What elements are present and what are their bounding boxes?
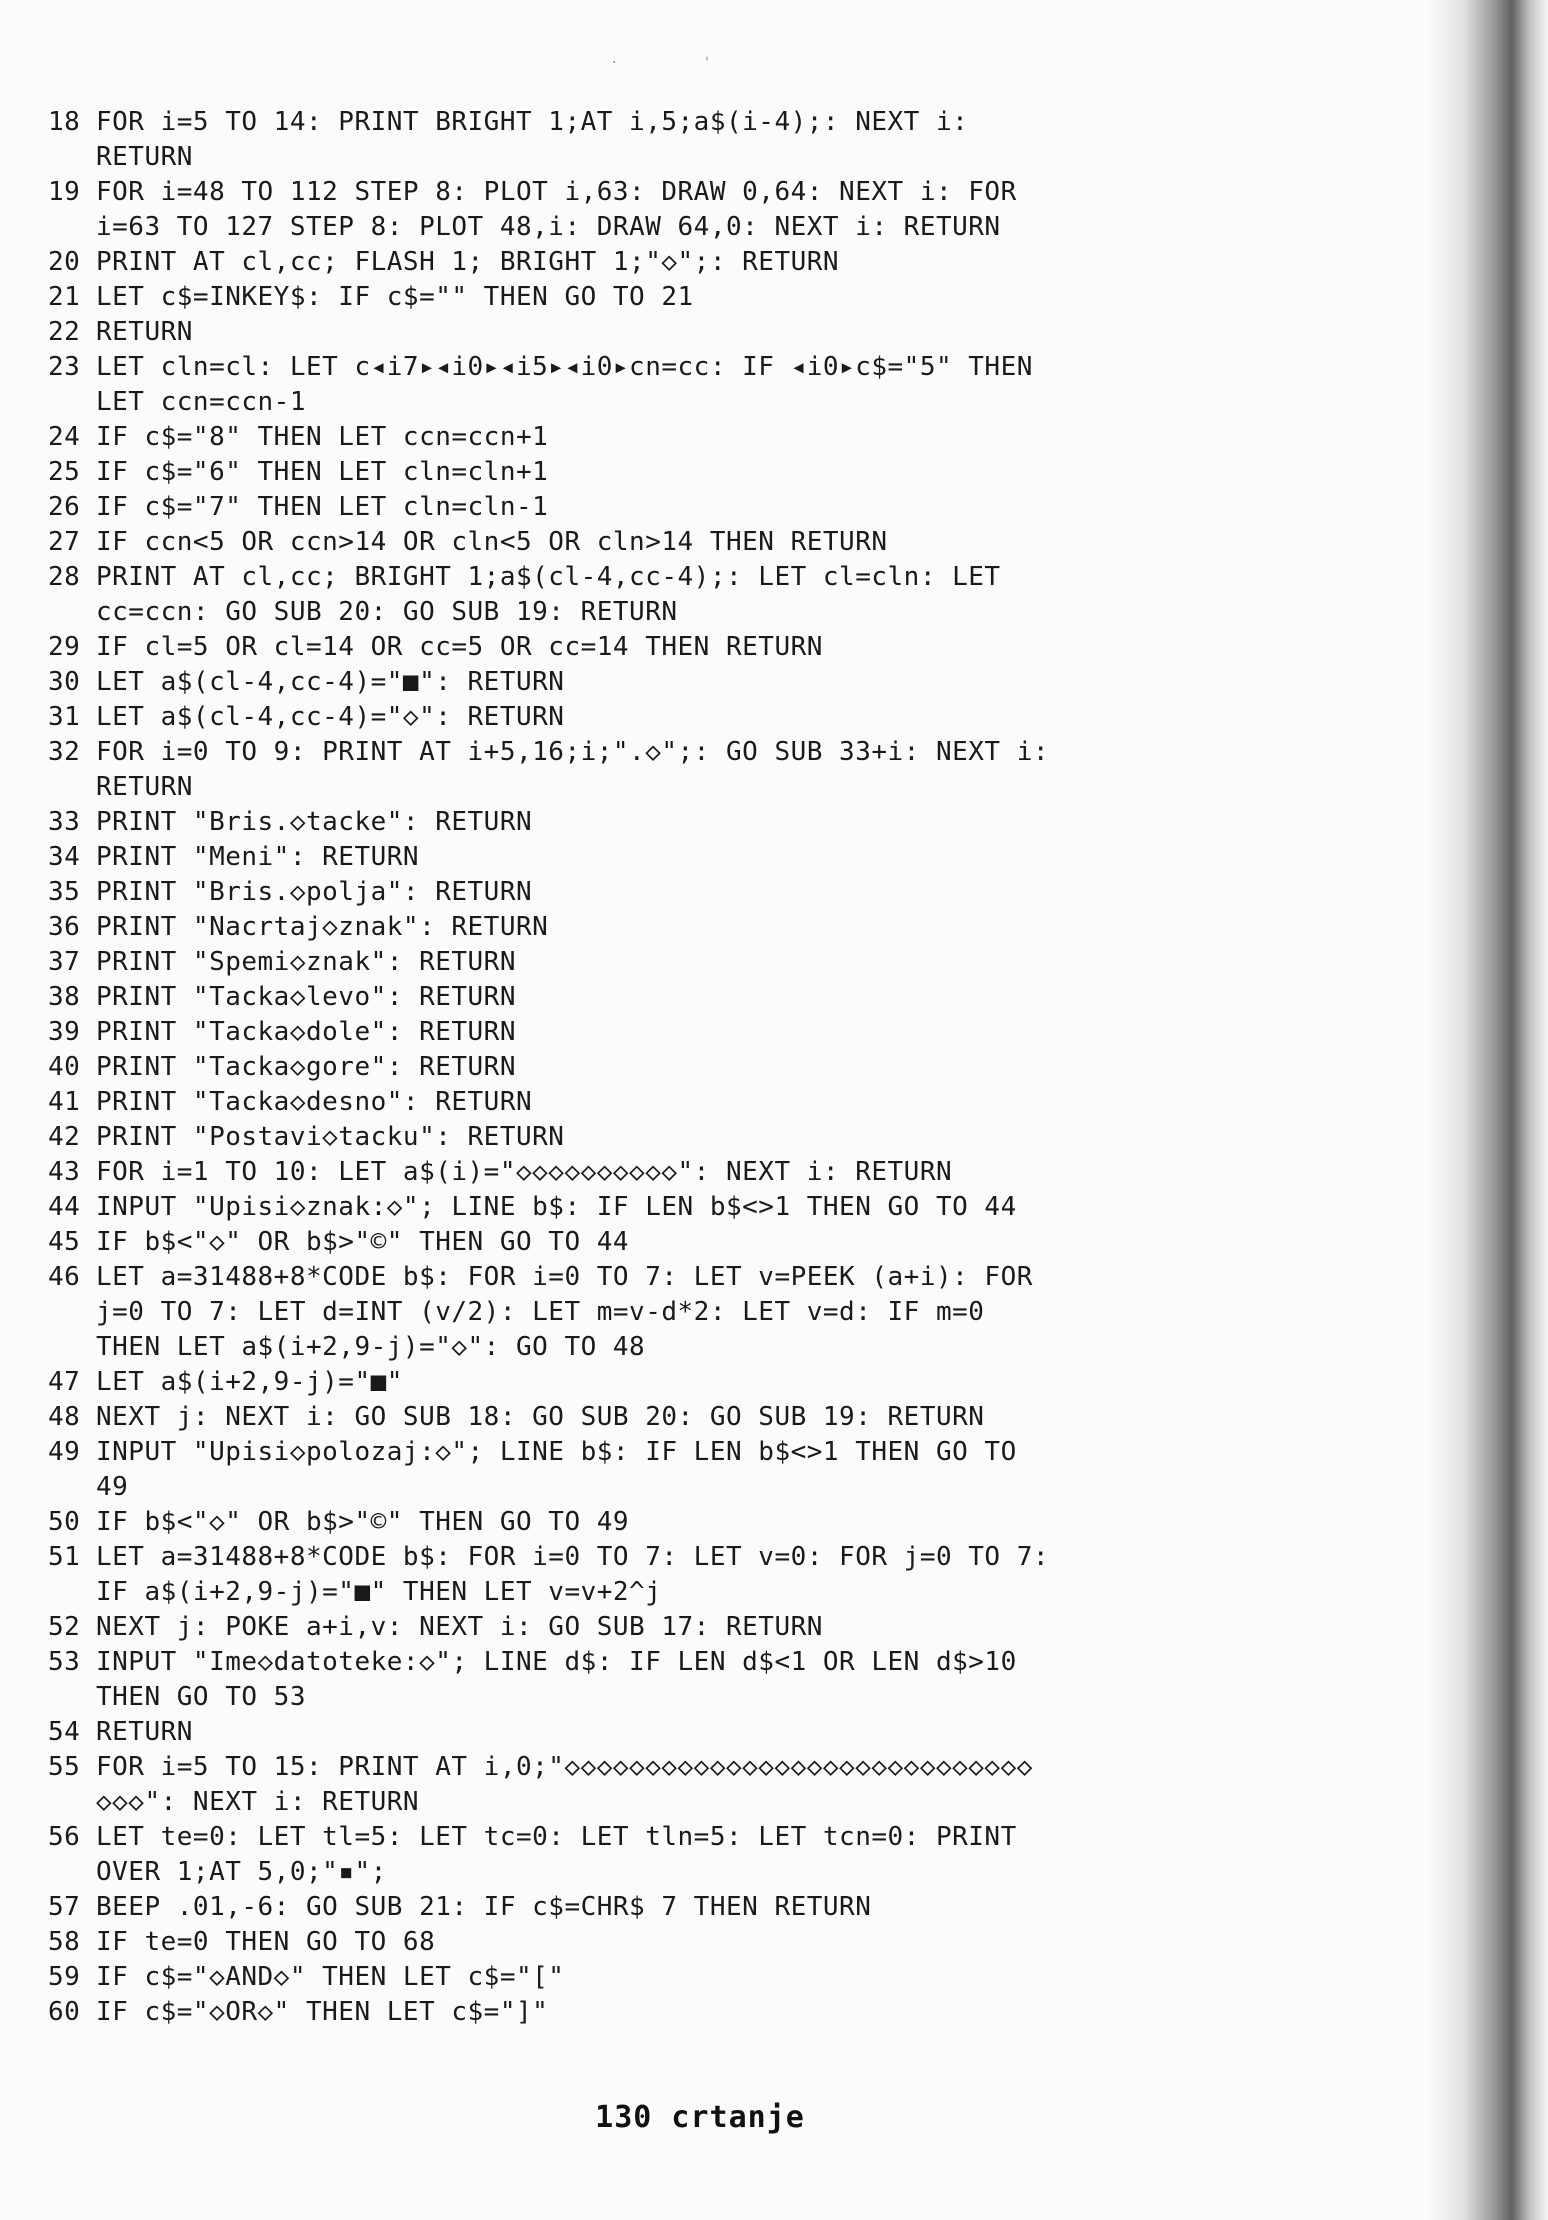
line-number: 36: [48, 912, 81, 942]
line-statement: [96, 980, 516, 1015]
line-statement: [96, 910, 548, 945]
line-statement: [96, 1540, 1049, 1610]
line-number: 52: [48, 1612, 81, 1642]
line-number: 56: [48, 1822, 81, 1852]
code-line: [48, 1225, 1478, 1260]
code-line: [48, 1540, 1478, 1610]
code-line: [48, 1260, 1478, 1365]
line-number: 33: [48, 807, 81, 837]
code-line: [48, 945, 1478, 980]
code-line: [48, 875, 1478, 910]
statement-row: IF c$="7" THEN LET cln=cln-1: [96, 492, 549, 522]
line-number: 47: [48, 1367, 81, 1397]
statement-row: PRINT "Postavi◇tacku": RETURN: [96, 1122, 565, 1152]
statement-row: RETURN: [96, 142, 193, 172]
code-line: [48, 1750, 1478, 1820]
statement-row: INPUT "Upisi◇znak:◇"; LINE b$: IF LEN b$<>1 THEN GO TO 44: [96, 1192, 1017, 1222]
statement-row: PRINT "Tacka◇desno": RETURN: [96, 1087, 533, 1117]
line-statement: [96, 1085, 532, 1120]
statement-row: FOR i=48 TO 112 STEP 8: PLOT i,63: DRAW 0,64: NEXT i: FOR: [96, 177, 1017, 207]
line-statement: [96, 350, 1033, 420]
statement-row: LET c$=INKEY$: IF c$="" THEN GO TO 21: [96, 282, 694, 312]
statement-row: OVER 1;AT 5,0;"▪";: [96, 1857, 387, 1887]
code-line: [48, 525, 1478, 560]
line-number: 43: [48, 1157, 81, 1187]
code-line: [48, 805, 1478, 840]
line-statement: [96, 1400, 984, 1435]
line-statement: [96, 245, 839, 280]
statement-row: THEN GO TO 53: [96, 1682, 306, 1712]
line-number: 21: [48, 282, 81, 312]
statement-row: PRINT "Meni": RETURN: [96, 842, 420, 872]
line-number: 31: [48, 702, 81, 732]
code-line: [48, 175, 1478, 245]
code-line: [48, 1925, 1478, 1960]
line-statement: [96, 490, 548, 525]
line-statement: [96, 1225, 629, 1260]
line-statement: [96, 1015, 516, 1050]
line-statement: [96, 315, 193, 350]
statement-row: i=63 TO 127 STEP 8: PLOT 48,i: DRAW 64,0: NEXT i: RETURN: [96, 212, 1001, 242]
code-line: [48, 1085, 1478, 1120]
statement-row: IF te=0 THEN GO TO 68: [96, 1927, 436, 1957]
code-line: [48, 1645, 1478, 1715]
line-statement: [96, 1820, 1017, 1890]
line-number: 54: [48, 1717, 81, 1747]
statement-row: RETURN: [96, 772, 193, 802]
statement-row: NEXT j: POKE a+i,v: NEXT i: GO SUB 17: RETURN: [96, 1612, 823, 1642]
line-number: 44: [48, 1192, 81, 1222]
line-number: 23: [48, 352, 81, 382]
line-statement: [96, 1715, 193, 1750]
statement-row: PRINT AT cl,cc; FLASH 1; BRIGHT 1;"◇";: RETURN: [96, 247, 840, 277]
statement-row: PRINT "Tacka◇dole": RETURN: [96, 1017, 516, 1047]
line-number: 40: [48, 1052, 81, 1082]
statement-row: PRINT "Nacrtaj◇znak": RETURN: [96, 912, 549, 942]
code-line: [48, 1505, 1478, 1540]
scan-specks: · ': [610, 55, 712, 71]
line-number: 58: [48, 1927, 81, 1957]
code-line: [48, 1820, 1478, 1890]
statement-row: IF c$="8" THEN LET ccn=ccn+1: [96, 422, 549, 452]
line-statement: [96, 1050, 516, 1085]
line-number: 18: [48, 107, 81, 137]
line-statement: [96, 1435, 1017, 1505]
code-line: [48, 245, 1478, 280]
code-line: [48, 1190, 1478, 1225]
line-number: 20: [48, 247, 81, 277]
code-line: [48, 1050, 1478, 1085]
line-statement: [96, 1260, 1033, 1365]
statement-row: PRINT "Bris.◇polja": RETURN: [96, 877, 533, 907]
line-statement: [96, 1995, 548, 2030]
line-statement: [96, 1890, 871, 1925]
line-statement: [96, 805, 532, 840]
line-statement: [96, 1190, 1017, 1225]
line-statement: [96, 1925, 435, 1960]
statement-row: BEEP .01,-6: GO SUB 21: IF c$=CHR$ 7 THEN RETURN: [96, 1892, 872, 1922]
line-statement: [96, 420, 548, 455]
statement-row: IF c$="◇OR◇" THEN LET c$="]": [96, 1997, 549, 2027]
statement-row: IF c$="6" THEN LET cln=cln+1: [96, 457, 549, 487]
code-line: [48, 1015, 1478, 1050]
statement-row: INPUT "Upisi◇polozaj:◇"; LINE b$: IF LEN b$<>1 THEN GO TO: [96, 1437, 1017, 1467]
line-number: 35: [48, 877, 81, 907]
code-line: [48, 455, 1478, 490]
code-line: [48, 350, 1478, 420]
line-statement: [96, 1960, 564, 1995]
line-number: 25: [48, 457, 81, 487]
line-number: 51: [48, 1542, 81, 1572]
statement-row: LET a$(i+2,9-j)="■": [96, 1367, 403, 1397]
code-line: [48, 560, 1478, 630]
line-statement: [96, 700, 564, 735]
code-line: [48, 420, 1478, 455]
line-statement: [96, 665, 564, 700]
line-number: 55: [48, 1752, 81, 1782]
basic-code-listing: [48, 105, 1478, 2030]
line-statement: [96, 1505, 629, 1540]
statement-row: RETURN: [96, 1717, 193, 1747]
book-binding-shadow: [1428, 0, 1548, 2220]
line-statement: [96, 1365, 403, 1400]
line-statement: [96, 1750, 1033, 1820]
line-number: 39: [48, 1017, 81, 1047]
line-number: 26: [48, 492, 81, 522]
line-statement: [96, 1610, 823, 1645]
statement-row: LET ccn=ccn-1: [96, 387, 306, 417]
line-number: 19: [48, 177, 81, 207]
statement-row: THEN LET a$(i+2,9-j)="◇": GO TO 48: [96, 1332, 646, 1362]
line-statement: [96, 455, 548, 490]
statement-row: cc=ccn: GO SUB 20: GO SUB 19: RETURN: [96, 597, 678, 627]
statement-row: FOR i=1 TO 10: LET a$(i)="◇◇◇◇◇◇◇◇◇◇": NEXT i: RETURN: [96, 1157, 953, 1187]
line-statement: [96, 105, 968, 175]
code-line: [48, 1120, 1478, 1155]
line-statement: [96, 630, 823, 665]
statement-row: RETURN: [96, 317, 193, 347]
line-statement: [96, 840, 419, 875]
code-line: [48, 1400, 1478, 1435]
line-statement: [96, 945, 516, 980]
line-statement: [96, 175, 1017, 245]
line-statement: [96, 1155, 952, 1190]
code-line: [48, 1890, 1478, 1925]
line-number: 28: [48, 562, 81, 592]
statement-row: LET cln=cl: LET c◂i7▸◂i0▸◂i5▸◂i0▸cn=cc: IF ◂i0▸c$="5" THEN: [96, 352, 1033, 382]
statement-row: 49: [96, 1472, 129, 1502]
line-number: 49: [48, 1437, 81, 1467]
line-number: 38: [48, 982, 81, 1012]
statement-row: PRINT "Bris.◇tacke": RETURN: [96, 807, 533, 837]
statement-row: LET a=31488+8*CODE b$: FOR i=0 TO 7: LET v=PEEK (a+i): FOR: [96, 1262, 1033, 1292]
line-number: 29: [48, 632, 81, 662]
line-statement: [96, 525, 888, 560]
line-number: 57: [48, 1892, 81, 1922]
statement-row: FOR i=5 TO 15: PRINT AT i,0;"◇◇◇◇◇◇◇◇◇◇◇◇◇◇◇◇◇◇◇◇◇◇◇◇◇◇◇◇◇: [96, 1752, 1033, 1782]
line-number: 41: [48, 1087, 81, 1117]
line-statement: [96, 560, 1001, 630]
line-number: 46: [48, 1262, 81, 1292]
code-line: [48, 1995, 1478, 2030]
statement-row: IF cl=5 OR cl=14 OR cc=5 OR cc=14 THEN RETURN: [96, 632, 823, 662]
statement-row: ◇◇◇": NEXT i: RETURN: [96, 1787, 420, 1817]
statement-row: LET a$(cl-4,cc-4)="◇": RETURN: [96, 702, 565, 732]
line-number: 60: [48, 1997, 81, 2027]
statement-row: PRINT "Tacka◇gore": RETURN: [96, 1052, 516, 1082]
code-line: [48, 1715, 1478, 1750]
code-line: [48, 735, 1478, 805]
code-line: [48, 490, 1478, 525]
line-statement: [96, 735, 1049, 805]
code-line: [48, 700, 1478, 735]
statement-row: IF b$<"◇" OR b$>"©" THEN GO TO 44: [96, 1227, 630, 1257]
line-number: 34: [48, 842, 81, 872]
statement-row: IF c$="◇AND◇" THEN LET c$="[": [96, 1962, 565, 1992]
line-number: 42: [48, 1122, 81, 1152]
line-number: 50: [48, 1507, 81, 1537]
code-line: [48, 980, 1478, 1015]
code-line: [48, 315, 1478, 350]
statement-row: FOR i=5 TO 14: PRINT BRIGHT 1;AT i,5;a$(i-4);: NEXT i:: [96, 107, 969, 137]
line-number: 30: [48, 667, 81, 697]
code-line: [48, 1610, 1478, 1645]
line-number: 37: [48, 947, 81, 977]
code-line: [48, 1960, 1478, 1995]
line-number: 24: [48, 422, 81, 452]
code-line: [48, 1155, 1478, 1190]
line-number: 27: [48, 527, 81, 557]
statement-row: LET a$(cl-4,cc-4)="■": RETURN: [96, 667, 565, 697]
statement-row: IF b$<"◇" OR b$>"©" THEN GO TO 49: [96, 1507, 630, 1537]
code-line: [48, 665, 1478, 700]
line-number: 45: [48, 1227, 81, 1257]
statement-row: FOR i=0 TO 9: PRINT AT i+5,16;i;".◇";: GO SUB 33+i: NEXT i:: [96, 737, 1050, 767]
statement-row: INPUT "Ime◇datoteke:◇"; LINE d$: IF LEN d$<1 OR LEN d$>10: [96, 1647, 1017, 1677]
statement-row: LET te=0: LET tl=5: LET tc=0: LET tln=5: LET tcn=0: PRINT: [96, 1822, 1017, 1852]
statement-row: LET a=31488+8*CODE b$: FOR i=0 TO 7: LET v=0: FOR j=0 TO 7:: [96, 1542, 1050, 1572]
line-number: 59: [48, 1962, 81, 1992]
code-line: [48, 1365, 1478, 1400]
code-line: [48, 1435, 1478, 1505]
code-line: [48, 280, 1478, 315]
statement-row: NEXT j: NEXT i: GO SUB 18: GO SUB 20: GO SUB 19: RETURN: [96, 1402, 985, 1432]
line-number: 48: [48, 1402, 81, 1432]
line-statement: [96, 280, 694, 315]
statement-row: PRINT "Spemi◇znak": RETURN: [96, 947, 516, 977]
statement-row: IF ccn<5 OR ccn>14 OR cln<5 OR cln>14 THEN RETURN: [96, 527, 888, 557]
line-number: 32: [48, 737, 81, 767]
line-statement: [96, 1120, 564, 1155]
line-number: 53: [48, 1647, 81, 1677]
page-footer: 130 crtanje: [595, 2100, 805, 2135]
code-line: [48, 105, 1478, 175]
code-line: [48, 630, 1478, 665]
code-line: [48, 910, 1478, 945]
line-statement: [96, 1645, 1017, 1715]
line-number: 22: [48, 317, 81, 347]
statement-row: PRINT AT cl,cc; BRIGHT 1;a$(cl-4,cc-4);: LET cl=cln: LET: [96, 562, 1001, 592]
statement-row: j=0 TO 7: LET d=INT (v/2): LET m=v-d*2: LET v=d: IF m=0: [96, 1297, 985, 1327]
statement-row: PRINT "Tacka◇levo": RETURN: [96, 982, 516, 1012]
line-statement: [96, 875, 532, 910]
code-line: [48, 840, 1478, 875]
statement-row: IF a$(i+2,9-j)="■" THEN LET v=v+2^j: [96, 1577, 662, 1607]
